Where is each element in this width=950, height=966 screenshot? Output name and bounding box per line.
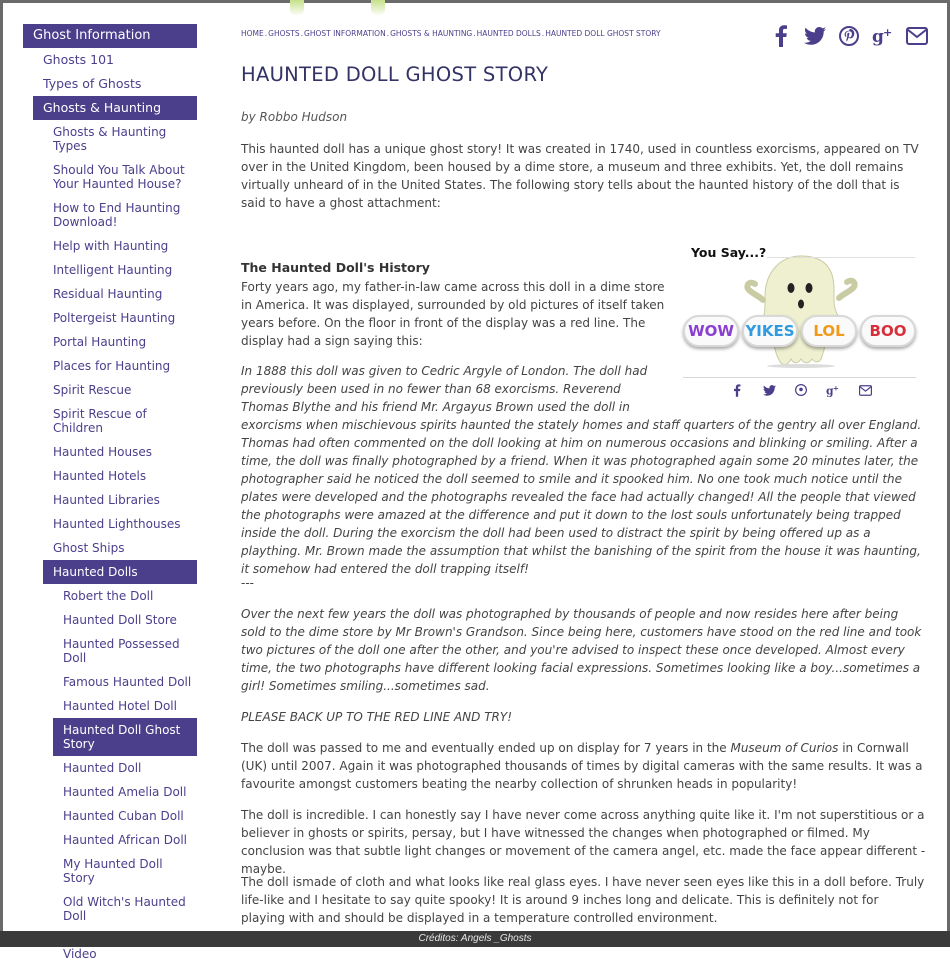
twitter-icon[interactable] <box>762 383 776 397</box>
sidebar-item[interactable]: Haunted African Doll <box>63 833 188 847</box>
sidebar-item[interactable]: Haunted Doll <box>63 761 142 775</box>
museum-text <box>241 739 926 793</box>
top-decoration <box>371 0 385 16</box>
svg-text:g: g <box>872 27 884 47</box>
cloth-text: The doll ismade of cloth and what looks like real glass eyes. I have never seen eyes like this in a doll before. Truly life-like and I hesitate to say quite spooky! It is around 9 inches long and delicate. This is definitely not for playing with and should be displayed in a temperature controlled environment. <box>241 875 925 925</box>
email-icon[interactable] <box>906 24 928 48</box>
top-decoration <box>290 0 304 16</box>
breadcrumb-separator: . <box>473 29 476 38</box>
sidebar-item[interactable]: Haunted Houses <box>53 445 152 459</box>
museum-post: in Cornwall (UK) until 2007. Again it was photographed thousands of times by digital cameras with the same results. It was a favourite amongst customers beating the nearby collection of shrunken heads in popularity! <box>241 741 923 791</box>
sidebar-item[interactable]: Haunted Libraries <box>53 493 160 507</box>
history-paragraph <box>241 278 675 350</box>
reaction-boo-button[interactable]: BOO <box>860 315 916 347</box>
over-years-text: Over the next few years the doll was photographed by thousands of people and now resides here after being sold to the dime store by Mr Brown's Grandson. Since being here, customers have stood on the red line and took two pictures of the doll one after the other, and you're advised to inspect these once developed. Almost every time, the two photographs have different looking facial expressions. Sometimes looking like a boy...sometimes a girl! Sometimes smiling...sometimes sad. <box>241 607 922 693</box>
sidebar-item[interactable]: Portal Haunting <box>53 335 147 349</box>
facebook-icon[interactable] <box>770 24 792 48</box>
intro-paragraph <box>241 140 926 212</box>
sidebar-item[interactable]: Places for Haunting <box>53 359 171 373</box>
over-years-paragraph <box>241 605 926 695</box>
sidebar-item[interactable]: Spirit Rescue of Children <box>53 407 147 435</box>
incredible-text: The doll is incredible. I can honestly say I have never come across anything quite like it. I'm not superstitious or a believer in ghosts or spirits, persay, but I have witnessed the changes when photographed or filmed. My conclusion was that subtle light changes or movement of the camera angel, etc. made the face appear different - maybe. <box>241 808 926 876</box>
email-icon[interactable] <box>858 383 872 397</box>
sidebar-item[interactable]: Should You Talk About Your Haunted House? <box>53 163 185 191</box>
please-paragraph <box>241 708 926 726</box>
mini-share-bar <box>730 383 872 397</box>
google-plus-icon[interactable] <box>826 383 840 397</box>
reaction-widget <box>683 240 916 408</box>
sidebar-item[interactable]: Types of Ghosts <box>43 76 142 91</box>
sidebar-item[interactable]: Haunted Doll Store <box>63 613 177 627</box>
sidebar-item[interactable]: Famous Haunted Doll <box>63 675 192 689</box>
breadcrumb-item[interactable]: GHOSTS <box>268 29 300 38</box>
breadcrumb-separator: . <box>264 29 268 38</box>
sidebar-item[interactable]: Haunted Possessed Doll <box>63 637 180 665</box>
sidebar-item[interactable]: Help with Haunting <box>53 239 169 253</box>
sidebar-heading[interactable]: Ghost Information <box>23 24 197 48</box>
sidebar-item[interactable]: Haunted Cuban Doll <box>63 809 184 823</box>
reaction-lol-button[interactable]: LOL <box>801 315 857 347</box>
breadcrumb <box>241 29 661 38</box>
breadcrumb-separator: . <box>541 29 545 38</box>
divider <box>767 257 915 258</box>
sidebar-nav <box>23 24 197 966</box>
svg-text:+: + <box>833 384 839 392</box>
sidebar-item[interactable]: My Haunted Doll Story <box>63 857 163 885</box>
sidebar-item[interactable]: Haunted Doll Ghost Story <box>53 718 197 756</box>
reaction-wow-button[interactable]: WOW <box>683 315 739 347</box>
breadcrumb-item[interactable]: HAUNTED DOLLS <box>476 29 541 38</box>
breadcrumb-item[interactable]: GHOSTS & HAUNTING <box>390 29 473 38</box>
byline: by Robbo Hudson <box>241 110 348 124</box>
pinterest-icon[interactable] <box>838 24 860 48</box>
sidebar-item[interactable]: Ghosts 101 <box>43 52 115 67</box>
sidebar-item[interactable]: Intelligent Haunting <box>53 263 173 277</box>
sidebar-item[interactable]: Residual Haunting <box>53 287 163 301</box>
sidebar-item[interactable]: Robert the Doll <box>63 589 154 603</box>
page-title: HAUNTED DOLL GHOST STORY <box>241 63 549 86</box>
sidebar-item[interactable]: Poltergeist Haunting <box>53 311 176 325</box>
twitter-icon[interactable] <box>804 24 826 48</box>
ghost-icon <box>741 250 861 368</box>
share-bar <box>770 24 928 48</box>
google-plus-icon[interactable] <box>872 24 894 48</box>
breadcrumb-item[interactable]: GHOST INFORMATION <box>304 29 386 38</box>
cloth-paragraph <box>241 873 926 927</box>
reaction-label: You Say...? <box>691 245 767 260</box>
sidebar-item[interactable]: Ghosts & Haunting <box>33 96 197 120</box>
reaction-buttons <box>683 315 916 347</box>
incredible-paragraph <box>241 806 926 878</box>
divider <box>683 377 916 378</box>
history-heading: The Haunted Doll's History <box>241 260 430 275</box>
sidebar-items <box>23 48 197 966</box>
sidebar-item[interactable]: Haunted Dolls <box>43 560 197 584</box>
museum-name: Museum of Curios <box>730 741 839 755</box>
svg-text:g: g <box>826 383 834 397</box>
sidebar-item[interactable]: Old Witch's Haunted Doll <box>63 895 186 923</box>
breadcrumb-item: HAUNTED DOLL GHOST STORY <box>545 29 661 38</box>
reaction-yikes-button[interactable]: YIKES <box>742 315 798 347</box>
museum-pre: The doll was passed to me and eventually ended up on display for 7 years in the <box>241 741 731 755</box>
breadcrumb-separator: . <box>386 29 390 38</box>
sidebar-item[interactable]: Haunted Amelia Doll <box>63 785 187 799</box>
sidebar-item[interactable]: How to End Haunting Download! <box>53 201 181 229</box>
sidebar-item[interactable]: Ghost Ships <box>53 541 125 555</box>
breadcrumb-item[interactable]: HOME <box>241 29 264 38</box>
please-text: PLEASE BACK UP TO THE RED LINE AND TRY! <box>241 710 513 724</box>
svg-text:+: + <box>883 26 893 39</box>
sidebar-item[interactable]: Ghosts & Haunting Types <box>53 125 167 153</box>
divider: --- <box>241 576 254 590</box>
pinterest-icon[interactable] <box>794 383 808 397</box>
museum-paragraph <box>241 739 926 793</box>
sidebar-item[interactable]: Haunted Lighthouses <box>53 517 181 531</box>
breadcrumb-separator: . <box>300 29 304 38</box>
quote-1888: In 1888 this doll was given to Cedric Argyle of London. The doll had previously been used in no fewer than 68 exorcisms. Reverend Thomas Blythe and his friend Mr. Argayus Brown used the doll in exorcisms when mischievous spirits haunted the stately homes and staff quarters of the gentry all over England. Thomas had often commented on the doll looking at him on numerous occasions and blinking or smiling. After a time, the doll was finally photographed by a friend. When it was photographed again some 20 minutes later, the photographer said he noticed the doll seemed to smile and it spooked him. No one took much notice until the plates were developed and the photographs revealed the face had actually changed! All the people that viewed the photographs were amazed at the difference and put it down to the lost souls unfortunately being trapped inside the doll. During the exorcism the doll had been used to distract the spirit by being offered up as a plaything. Mr. Brown made the assumption that whilst the banishing of the spirit from the house it was haunting, it somehow had entered the doll trapping itself! <box>241 364 922 576</box>
sidebar-item[interactable]: Spirit Rescue <box>53 383 132 397</box>
history-text: Forty years ago, my father-in-law came across this doll in a dime store in America. It was displayed, surrounded by old pictures of itself taken years before. On the floor in front of the display was a red line. The display had a sign saying this: <box>241 280 665 348</box>
sidebar-item[interactable]: Haunted Hotel Doll <box>63 699 177 713</box>
sidebar-item[interactable]: Haunted Hotels <box>53 469 147 483</box>
intro-text: This haunted doll has a unique ghost story! It was created in 1740, used in countless exorcisms, appeared on TV over in the United Kingdom, been housed by a dime store, a museum and three exhibits. Yet, the doll remains virtually unheard of in the United States. The following story tells about the haunted history of the doll that is said to have a ghost attachment: <box>241 142 919 210</box>
facebook-icon[interactable] <box>730 383 744 397</box>
sidebar-item[interactable]: Video <box>63 947 97 961</box>
footer-credit: Créditos: Angels _Ghosts <box>0 931 950 947</box>
